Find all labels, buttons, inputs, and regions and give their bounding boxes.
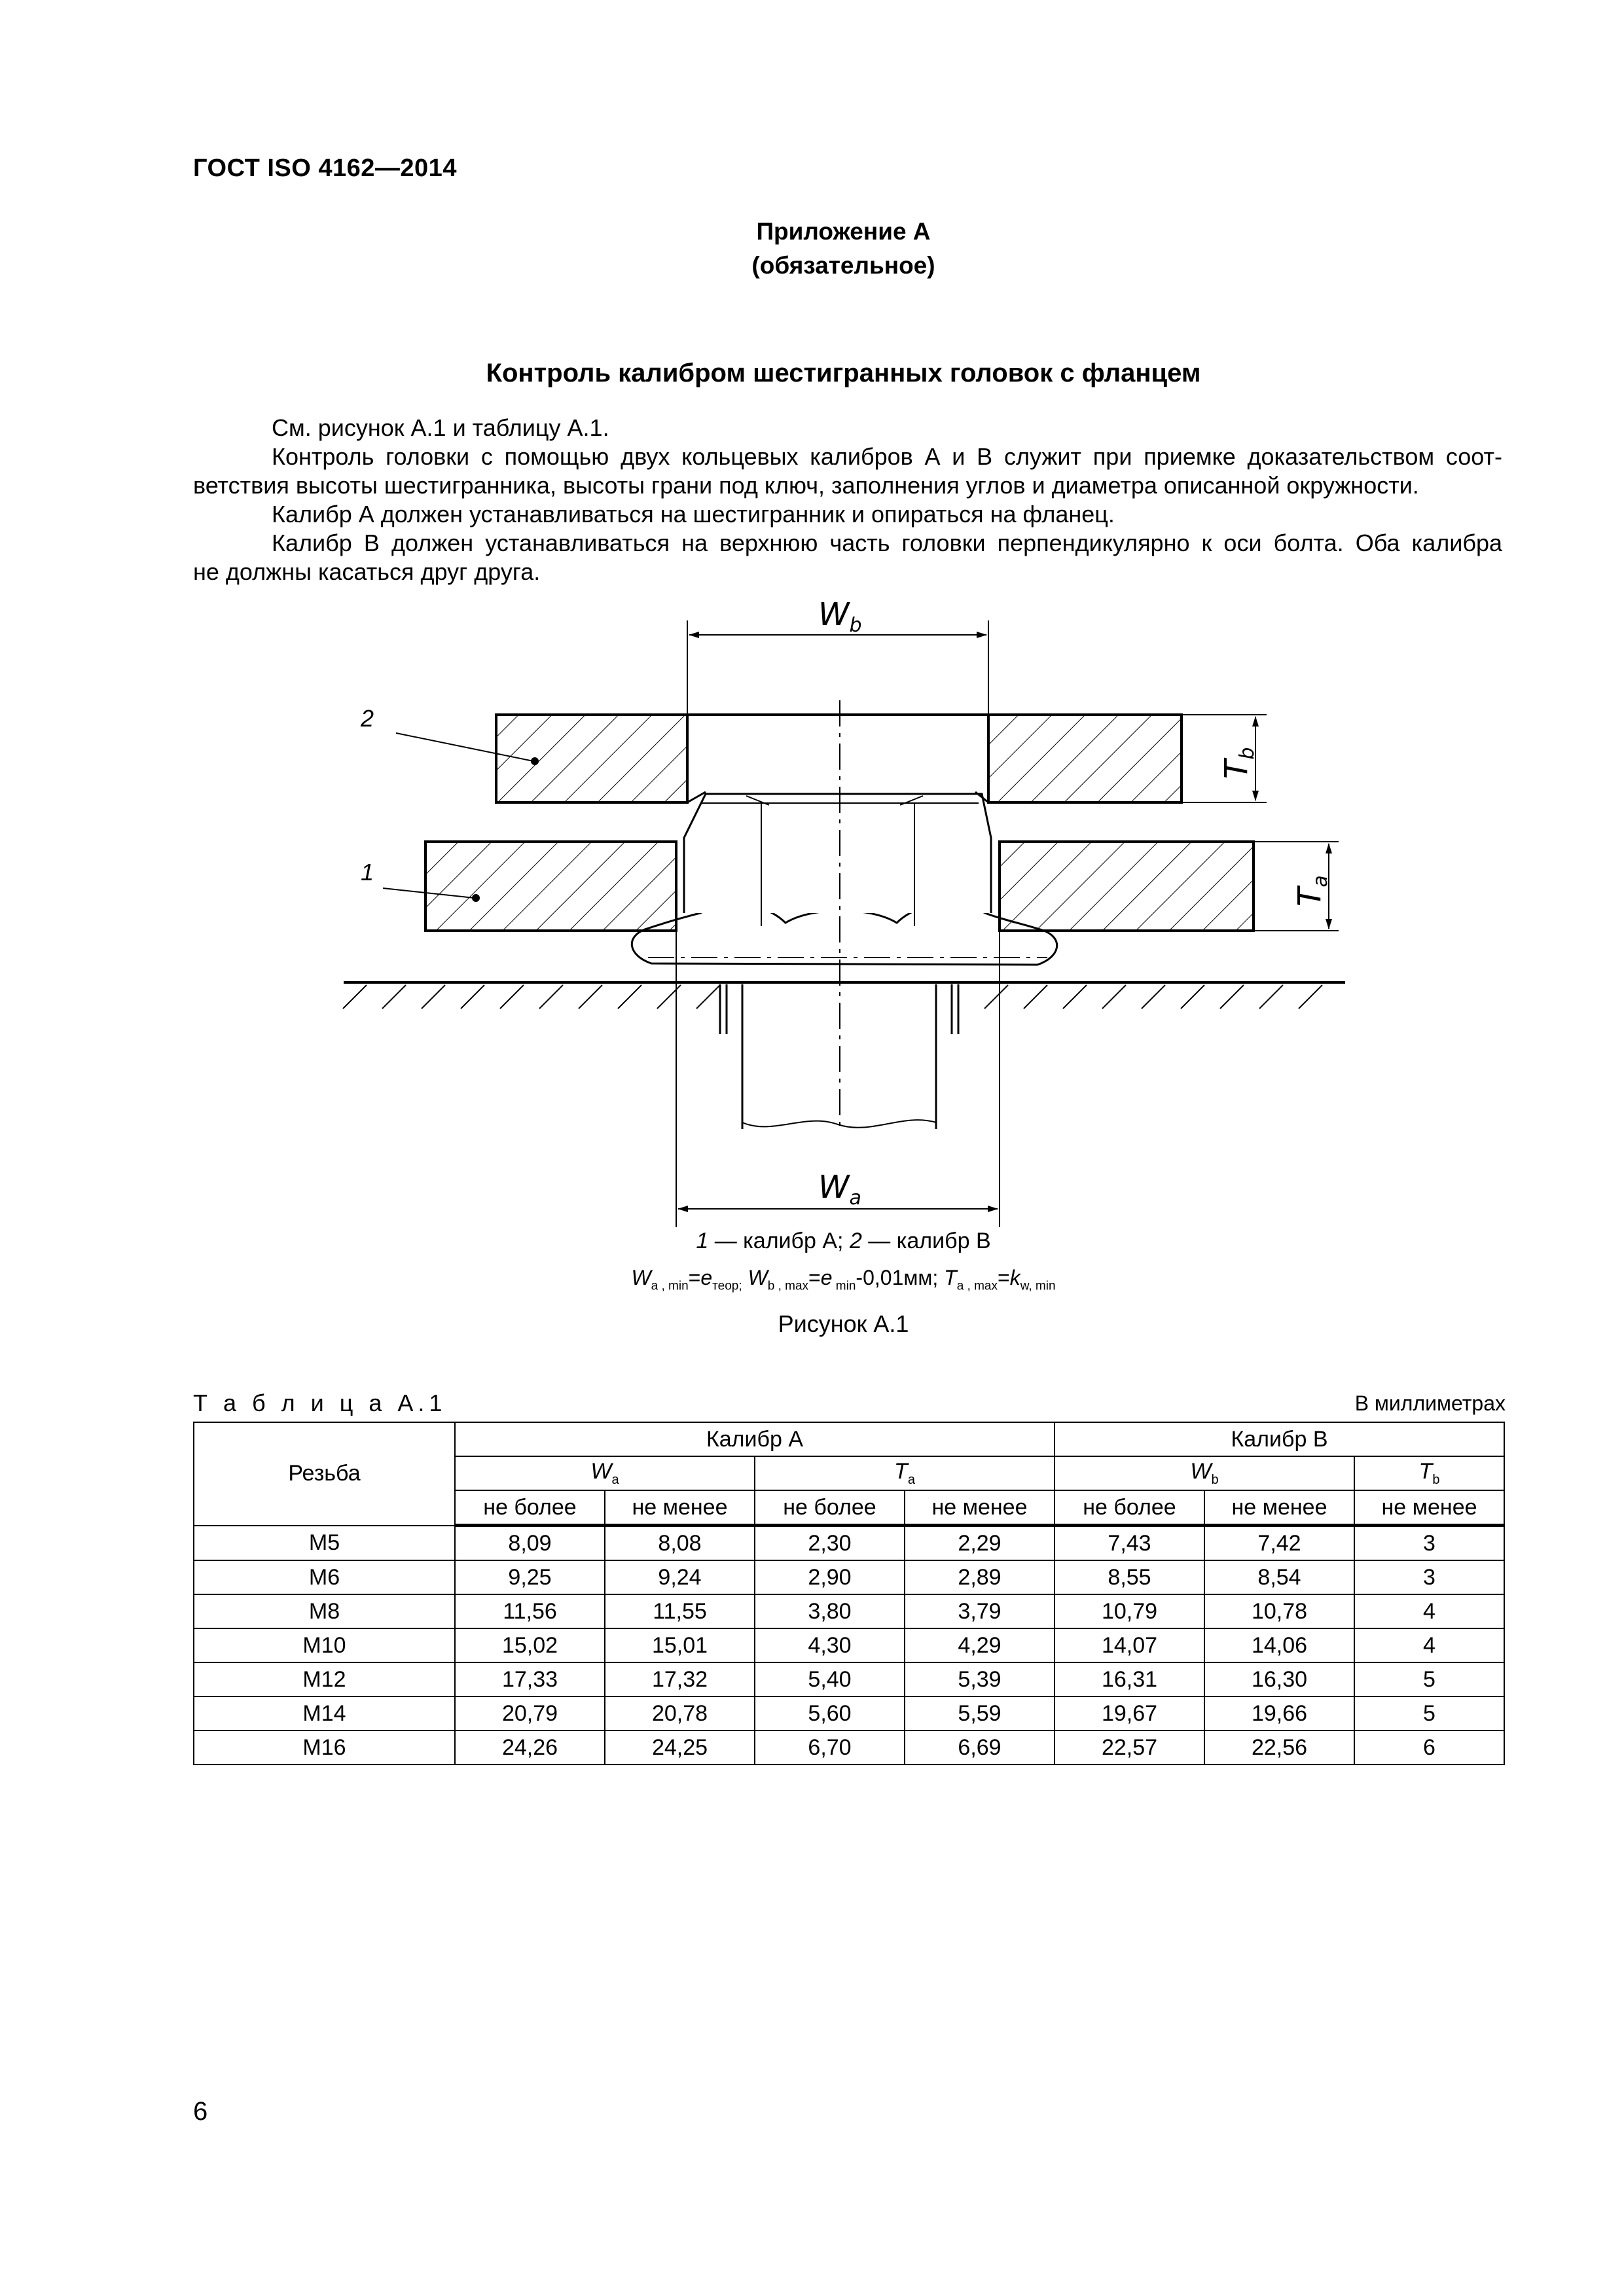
table-header-row	[194, 1422, 1504, 1456]
figure-formula: $W_{a , min}=e_{теор;}$ $W_{b , max}=e$ $_{min}$-0,01мм; $T_{a , max}=k_{w, min}$	[631, 1266, 1056, 1293]
table-cell-thread: M16	[194, 1731, 455, 1765]
table-cell: 6,69	[905, 1731, 1055, 1765]
ground-surface	[343, 982, 1345, 1009]
table-cell: 8,54	[1204, 1560, 1354, 1594]
table-cell: 3	[1354, 1560, 1504, 1594]
table-cell: 24,25	[605, 1731, 755, 1765]
header-gauge-a: Калибр А	[455, 1422, 1055, 1456]
callout-leaders	[383, 733, 539, 902]
section-title: Контроль калибром шестигранных головок с фланцем	[486, 359, 1201, 387]
table-row	[194, 1628, 1504, 1662]
table-cell: 5	[1354, 1662, 1504, 1696]
dimension-wb	[687, 620, 988, 715]
table-cell: 16,30	[1204, 1662, 1354, 1696]
table-cell: 15,02	[455, 1628, 605, 1662]
dimension-ta	[1254, 842, 1339, 931]
header-wa: $W_a$	[455, 1456, 755, 1490]
table-cell: 4,30	[755, 1628, 905, 1662]
label-wa: $W_a$	[818, 1169, 861, 1210]
figure-title: Рисунок А.1	[778, 1310, 909, 1337]
bolt-shank	[720, 984, 958, 1129]
table-cell: 2,89	[905, 1560, 1055, 1594]
callout-2: 2	[361, 705, 374, 732]
paragraph-gauge-b-line1: Калибр В должен устанавливаться на верхнюю часть головки перпендикулярно к оси болта. Оба калибра	[272, 529, 1502, 556]
bolt-flange	[632, 904, 1056, 965]
table-cell: 2,90	[755, 1560, 905, 1594]
table-cell-thread: M14	[194, 1696, 455, 1731]
table-cell: 5	[1354, 1696, 1504, 1731]
table-row	[194, 1526, 1504, 1561]
table-cell: 15,01	[605, 1628, 755, 1662]
table-cell: 14,06	[1204, 1628, 1354, 1662]
table-cell: 4	[1354, 1594, 1504, 1628]
dimension-tb	[1182, 715, 1267, 802]
table-row	[194, 1731, 1504, 1765]
table-cell: 6,70	[755, 1731, 905, 1765]
header-tb: $T_b$	[1354, 1456, 1504, 1490]
table-cell-thread: M10	[194, 1628, 455, 1662]
table-cell: 22,57	[1055, 1731, 1204, 1765]
table-cell: 11,55	[605, 1594, 755, 1628]
table-row	[194, 1560, 1504, 1594]
gauge-b-ring	[496, 715, 1182, 802]
table-cell: 10,79	[1055, 1594, 1204, 1628]
label-ta: $T_a$	[1291, 875, 1332, 906]
table-cell: 3	[1354, 1526, 1504, 1561]
callout-1: 1	[361, 859, 374, 886]
table-units: В миллиметрах	[1354, 1391, 1506, 1415]
table-cell: 4,29	[905, 1628, 1055, 1662]
table-cell: 2,29	[905, 1526, 1055, 1561]
header-ta: $T_a$	[755, 1456, 1055, 1490]
paragraph-purpose-line2: ветствия высоты шестигранника, высоты грани под ключ, заполнения углов и диаметра описанной окружности.	[193, 472, 1419, 499]
table-cell-thread: M8	[194, 1594, 455, 1628]
annex-status: (обязательное)	[751, 252, 935, 279]
centerlines	[648, 700, 1047, 1132]
table-cell: 8,09	[455, 1526, 605, 1561]
figure-legend: 1 — калибр А; 2 — калибр В	[696, 1229, 991, 1253]
paragraph-gauge-a: Калибр А должен устанавливаться на шестигранник и опираться на фланец.	[272, 501, 1115, 528]
header-thread: Резьба	[194, 1422, 455, 1526]
table-cell: 17,33	[455, 1662, 605, 1696]
table-cell: 6	[1354, 1731, 1504, 1765]
hex-head	[684, 794, 991, 926]
table-cell: 7,42	[1204, 1526, 1354, 1561]
table-cell-thread: M6	[194, 1560, 455, 1594]
table-cell: 22,56	[1204, 1731, 1354, 1765]
table-cell: 17,32	[605, 1662, 755, 1696]
table-cell: 5,39	[905, 1662, 1055, 1696]
header-max: не более	[1055, 1490, 1204, 1526]
table-cell: 7,43	[1055, 1526, 1204, 1561]
table-cell: 9,25	[455, 1560, 605, 1594]
table-row	[194, 1594, 1504, 1628]
table-row	[194, 1662, 1504, 1696]
table-cell: 24,26	[455, 1731, 605, 1765]
table-cell: 19,66	[1204, 1696, 1354, 1731]
table-body	[194, 1526, 1504, 1765]
table-cell: 2,30	[755, 1526, 905, 1561]
label-wb: $W_b$	[818, 596, 862, 637]
header-max: не более	[455, 1490, 605, 1526]
header-min: не менее	[1204, 1490, 1354, 1526]
paragraph-gauge-b-line2: не должны касаться друг друга.	[193, 558, 541, 585]
table-cell: 3,79	[905, 1594, 1055, 1628]
paragraph-reference: См. рисунок А.1 и таблицу А.1.	[272, 414, 609, 441]
table-cell: 20,79	[455, 1696, 605, 1731]
label-tb: $T_b$	[1218, 747, 1259, 779]
page-number: 6	[193, 2097, 208, 2126]
table-cell: 5,40	[755, 1662, 905, 1696]
dimension-wa	[676, 844, 1000, 1227]
gauge-a-ring	[425, 842, 1254, 931]
header-min: не менее	[1354, 1490, 1504, 1526]
gauge-dimensions-table	[193, 1422, 1505, 1765]
table-cell: 3,80	[755, 1594, 905, 1628]
table-cell: 8,55	[1055, 1560, 1204, 1594]
document-header: ГОСТ ISO 4162—2014	[193, 154, 457, 182]
paragraph-purpose-line1: Контроль головки с помощью двух кольцевых калибров А и В служит при приемке доказательством соот-	[272, 443, 1502, 470]
table-cell-thread: M5	[194, 1526, 455, 1561]
table-cell: 5,60	[755, 1696, 905, 1731]
table-cell: 16,31	[1055, 1662, 1204, 1696]
header-gauge-b: Калибр В	[1055, 1422, 1504, 1456]
table-cell: 11,56	[455, 1594, 605, 1628]
header-wb: $W_b$	[1055, 1456, 1354, 1490]
table-cell-thread: M12	[194, 1662, 455, 1696]
table-cell: 20,78	[605, 1696, 755, 1731]
table-cell: 5,59	[905, 1696, 1055, 1731]
table-cell: 14,07	[1055, 1628, 1204, 1662]
table-cell: 19,67	[1055, 1696, 1204, 1731]
annex-heading	[0, 215, 1624, 283]
annex-title: Приложение А	[756, 218, 931, 245]
header-max: не более	[755, 1490, 905, 1526]
table-cell: 4	[1354, 1628, 1504, 1662]
header-min: не менее	[605, 1490, 755, 1526]
header-min: не менее	[905, 1490, 1055, 1526]
table-cell: 10,78	[1204, 1594, 1354, 1628]
table-row	[194, 1696, 1504, 1731]
table-cell: 8,08	[605, 1526, 755, 1561]
table-label: Т а б л и ц а А.1	[193, 1390, 447, 1416]
table-cell: 9,24	[605, 1560, 755, 1594]
